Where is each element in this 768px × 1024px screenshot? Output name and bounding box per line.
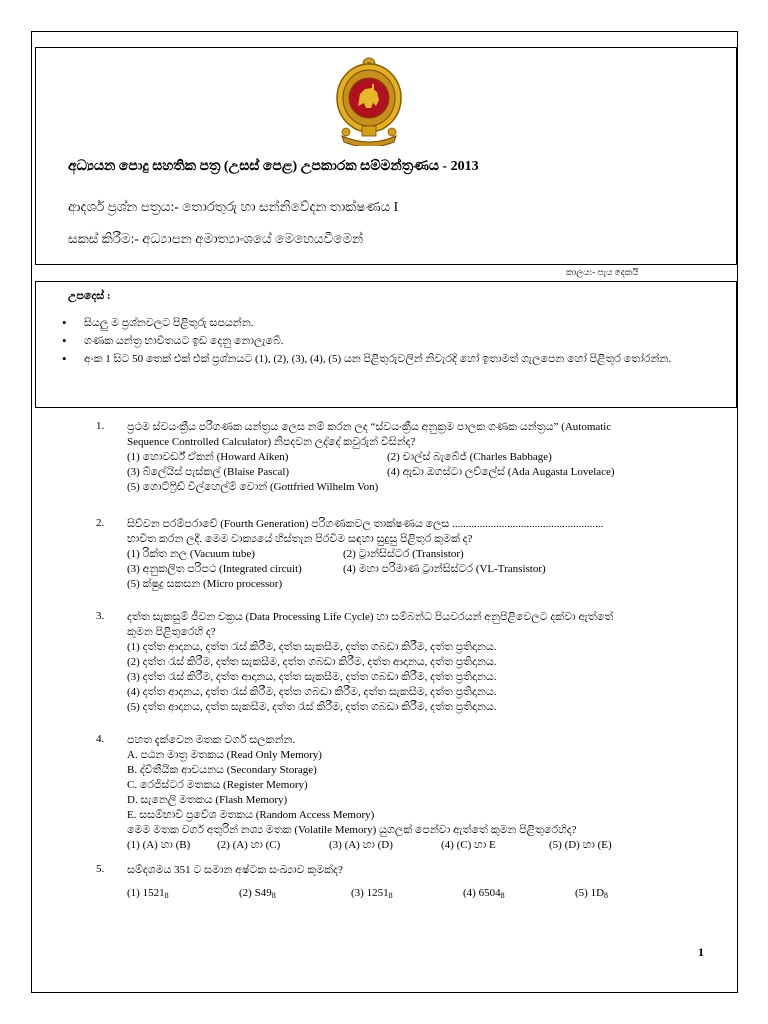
question-number: 5. bbox=[96, 863, 105, 875]
page-number: 1 bbox=[698, 945, 704, 959]
option-2: (2) චාල්ස් බැබේජ් (Charles Babbage) bbox=[387, 451, 552, 463]
option-2: (2) (A) හා (C) bbox=[217, 839, 281, 851]
memory-item-a: A. පඨන මාත්‍ර මතකය (Read Only Memory) bbox=[127, 749, 322, 761]
memory-item-d: D. සැනෙලි මතකය (Flash Memory) bbox=[127, 794, 288, 806]
option-2: (2) ට්‍රාන්සිස්ටර (Transistor) bbox=[343, 548, 464, 560]
question-stem-2: මෙම මතක වර්ග අතුරින් නශ්‍ය මතක (Volatile Memory) යුගලක් පෙන්වා ඇත්තේ කුමන පිළිතුරෙහිද? bbox=[127, 824, 577, 836]
option-3: (3) (A) හා (D) bbox=[329, 839, 393, 851]
option-4: (4) මහා පරිමාණ ට්‍රාන්සිස්ටර (VL-Transistor) bbox=[343, 563, 546, 575]
question-number: 1. bbox=[96, 420, 105, 432]
exam-title: අධ්‍යයන පොදු සහතික පත්‍ර (උසස් පෙළ) උපකාරක සම්මන්ත්‍රණය - 2013 bbox=[68, 159, 479, 174]
instructions-heading: උපදෙස් : bbox=[68, 290, 111, 302]
option-1: (1) රික්ත නල (Vacuum tube) bbox=[127, 548, 255, 560]
option-3: (3) දත්ත රැස් කිරීම, දත්ත ආදානය, දත්ත සැකසීම, දත්ත ගබඩා කිරීම, දත්ත ප්‍රතිදානය. bbox=[127, 671, 497, 683]
question-number: 4. bbox=[96, 733, 105, 745]
instruction-item: • අංක 1 සිට 50 තෙක් එක් එක් ප්‍රශ්නයට (1), (2), (3), (4), (5) යන පිළිතුරුවලින් නිවැරදි හෝ ඉතාමත් ගැලපෙන හෝ පිළිතුර තෝරන්න. bbox=[60, 351, 700, 367]
option-3: (3) 12518 bbox=[351, 887, 393, 900]
option-1: (1) 15218 bbox=[127, 887, 169, 900]
instruction-item: • ගණක යන්ත්‍ර භාවිතයට ඉඩ දෙනු නොලැබේ. bbox=[60, 333, 700, 349]
option-1: (1) හොවර්ඩ් ඒකන් (Howard Aiken) bbox=[127, 451, 289, 463]
question-stem: ප්‍රථම ස්වයංක්‍රීය පරිගණක යන්ත්‍රය ලෙස නම් කරන ලද “ස්වයංක්‍රීය අනුක්‍රම පාලක ගණක යන්ත්‍රය” (Automatic bbox=[127, 421, 612, 433]
question-stem: භාවිත කරන ලදී. මෙම වාක්‍යයේ හිස්තැන පිරවීම සඳහා සුදුසු පිළිතුර කුමක් ද? bbox=[127, 533, 473, 545]
option-5: (5) 1D8 bbox=[575, 887, 609, 900]
option-1: (1) දත්ත ආදානය, දත්ත රැස් කිරීම, දත්ත සැකසීම, දත්ත ගබඩා කිරීම, දත්ත ප්‍රතිදානය. bbox=[127, 641, 497, 653]
option-3: (3) බ්ලේයිස් පැස්කල් (Blaise Pascal) bbox=[127, 466, 290, 478]
option-5: (5) දත්ත ආදානය, දත්ත සැකසීම, දත්ත රැස් කිරීම, දත්ත ගබඩා කිරීම, දත්ත ප්‍රතිදානය. bbox=[127, 701, 497, 713]
option-5: (5) (D) හා (E) bbox=[549, 839, 612, 851]
prepared-by: සකස් කිරීම:- අධ්‍යාපන අමාත්‍යාංශයේ මෙහෙයවීමෙන් bbox=[68, 231, 364, 246]
option-4: (4) දත්ත ආදානය, දත්ත රැස් කිරීම, දත්ත ගබඩා කිරීම, දත්ත සැකසීම, දත්ත ප්‍රතිදානය. bbox=[127, 686, 497, 698]
memory-item-e: E. සසම්භාවී ප්‍රවේශ මතකය (Random Access Memory) bbox=[127, 809, 375, 821]
option-2: (2) S498 bbox=[239, 887, 276, 900]
option-5: (5) ගොට්ෆ්‍රිඩ් විල්හෙල්ම් වොන් (Gottfried Wilhelm Von) bbox=[127, 481, 379, 493]
instruction-item: • සියලු ම ප්‍රශ්නවලට පිළිතුරු සපයන්න. bbox=[60, 315, 700, 331]
instructions-list bbox=[60, 315, 700, 369]
question-stem: සිව්වන පරම්පරාවේ (Fourth Generation) පරිගණකවල තාක්ෂණය ලෙස ....................................................... bbox=[127, 518, 604, 530]
option-2: (2) දත්ත රැස් කිරීම, දත්ත සැකසීම, දත්ත ගබඩා කිරීම, දත්ත ආදානය, දත්ත ප්‍රතිදානය. bbox=[127, 656, 497, 668]
option-5: (5) ක්ෂුද්‍ර සකසන (Micro processor) bbox=[127, 578, 283, 590]
duration: කාලය:- පැය දෙකයි bbox=[566, 267, 639, 277]
paper-subject: ආදර්ශ ප්‍රශ්න පත්‍රය:- තොරතුරු හා සන්නිවේදන තාක්ෂණය I bbox=[68, 199, 399, 214]
question-stem: දත්ත සැකසුම් ජීවන චක්‍රය (Data Processing Life Cycle) හා සම්බන්ධ පියවරයන් අනුපිළිවෙලට දක්වා ඇත්තේ bbox=[127, 611, 614, 623]
question-stem: පහත දැක්වෙන මතක වර්ග සලකන්න. bbox=[127, 734, 296, 746]
question-number: 2. bbox=[96, 517, 105, 529]
option-4: (4) (C) හා E bbox=[441, 839, 496, 851]
question-stem: කුමන පිළිතුරෙහි ද? bbox=[127, 626, 216, 638]
question-number: 3. bbox=[96, 610, 105, 622]
option-3: (3) අනුකලිත පරිපථ (Integrated circuit) bbox=[127, 563, 302, 575]
option-1: (1) (A) හා (B) bbox=[127, 839, 191, 851]
question-stem: Sequence Controlled Calculator) නිපදවන ලද්දේ කවුරුන් විසින්ද? bbox=[127, 436, 416, 448]
question-stem: සම්දශමය 351 ට සමාන අෂ්ටක සංඛ්‍යාව කුමක්ද? bbox=[127, 864, 343, 876]
sri-lanka-emblem-icon bbox=[328, 56, 410, 146]
memory-item-c: C. රෙජිස්ටර මතකය (Register Memory) bbox=[127, 779, 308, 791]
memory-item-b: B. ද්විතීයික ආචයනය (Secondary Storage) bbox=[127, 764, 317, 776]
option-4: (4) 65048 bbox=[463, 887, 505, 900]
option-4: (4) ඇඩා ඔගස්ටා ලව්ලේස් (Ada Augasta Lovelace) bbox=[387, 466, 615, 478]
